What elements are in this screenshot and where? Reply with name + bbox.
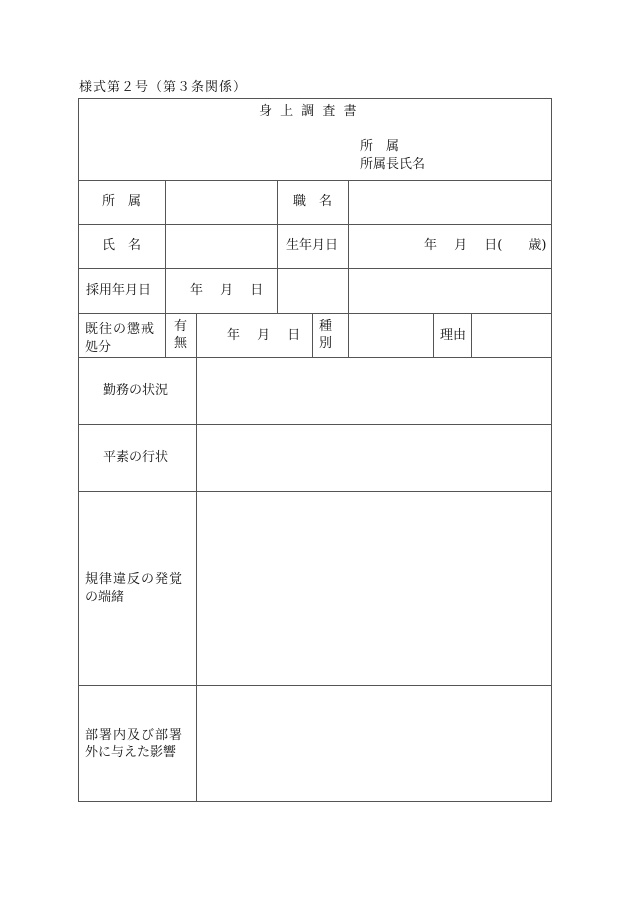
col-divider: [348, 180, 349, 313]
col-divider: [312, 313, 313, 357]
col-divider: [196, 313, 197, 357]
row-divider: [78, 685, 552, 686]
violation-label-line2: の端緒: [85, 590, 125, 605]
row-divider: [78, 313, 552, 314]
col-divider: [165, 180, 166, 313]
header-head-name-label: 所属長氏名: [360, 157, 426, 172]
discipline-label-line1: 既往の懲戒: [85, 322, 156, 337]
exists-label-line2: 無: [174, 336, 188, 351]
header-affiliation-label: 所 属: [360, 139, 400, 154]
col-divider: [433, 313, 434, 357]
kind-label-line1: 種: [319, 319, 333, 334]
row-divider: [78, 357, 552, 358]
col-divider: [165, 313, 166, 357]
kind-label-line2: 別: [319, 336, 333, 351]
exists-label-line1: 有: [174, 319, 188, 334]
row-divider: [78, 424, 552, 425]
row-divider: [78, 491, 552, 492]
conduct-label: 平素の行状: [103, 450, 169, 465]
document-title: 身 上 調 査 書: [259, 104, 359, 119]
birthdate-value: 年 月 日( 歳): [424, 238, 547, 253]
affiliation-label: 所 属: [102, 194, 142, 209]
work-status-label: 勤務の状況: [103, 383, 169, 398]
col-divider: [348, 313, 349, 357]
position-label: 職 名: [293, 194, 333, 209]
col-divider: [277, 180, 278, 313]
name-label: 氏 名: [102, 238, 142, 253]
form-number: 様式第２号（第３条関係）: [79, 80, 248, 95]
row-divider: [78, 224, 552, 225]
hire-date-label: 採用年月日: [86, 283, 152, 298]
row-divider: [78, 268, 552, 269]
birthdate-label: 生年月日: [286, 238, 339, 253]
hire-date-value: 年 月 日: [190, 283, 264, 298]
violation-label-line1: 規律違反の発覚: [85, 572, 184, 587]
row-divider: [78, 180, 552, 181]
impact-label-line1: 部署内及び部署: [85, 728, 184, 743]
reason-label: 理由: [440, 328, 467, 343]
impact-label-line2: 外に与えた影響: [85, 745, 177, 760]
col-divider: [471, 313, 472, 357]
discipline-date-value: 年 月 日: [227, 328, 301, 343]
col-divider: [196, 357, 197, 802]
discipline-label-line2: 処分: [85, 340, 112, 355]
